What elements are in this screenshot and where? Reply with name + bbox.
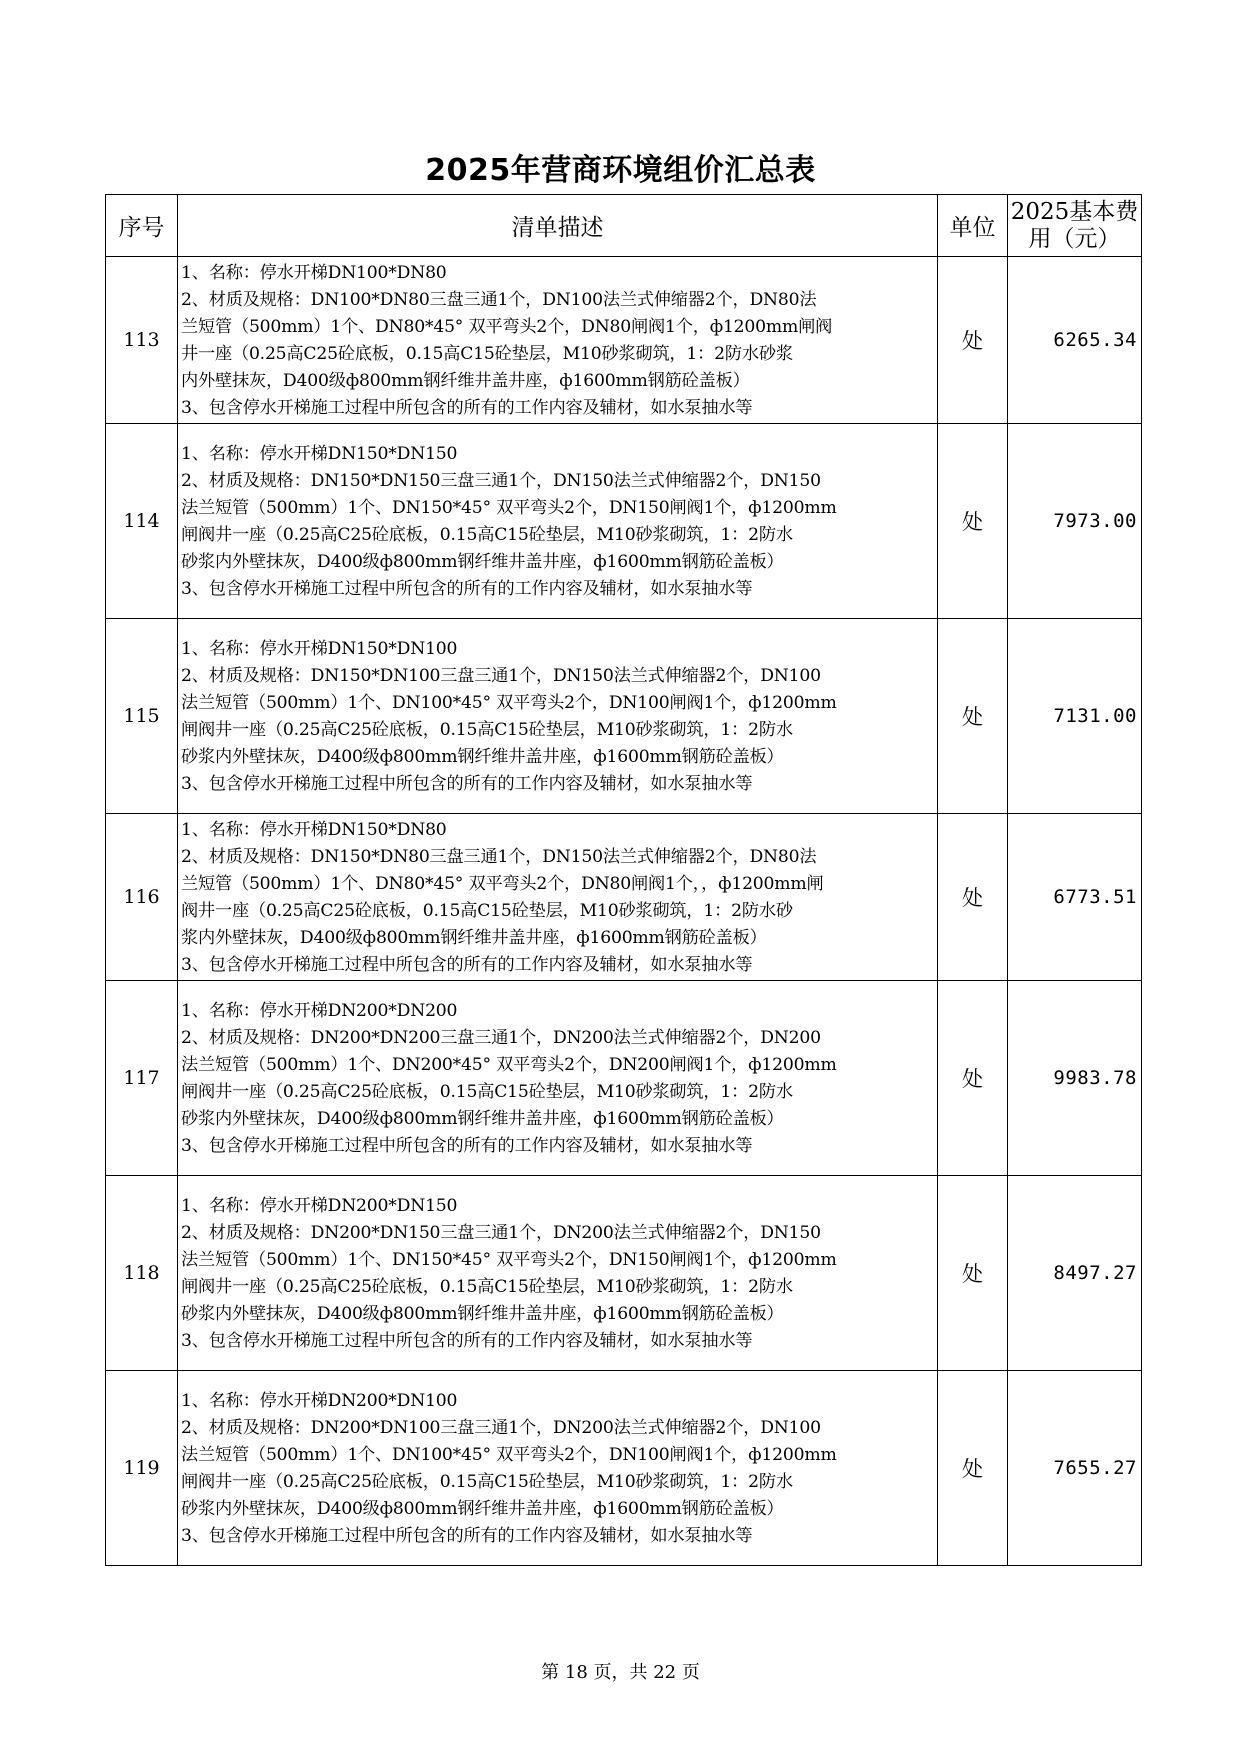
row-price: 9983.78 — [1008, 981, 1142, 1176]
row-seq: 113 — [106, 257, 178, 424]
description-line: 3、包含停水开梯施工过程中所包含的所有的工作内容及辅材，如水泵抽水等 — [181, 398, 753, 418]
description-line: 法兰短管（500mm）1个、DN150*45° 双平弯头2个，DN150闸阀1个，ф1200mm — [181, 498, 837, 518]
description-line: 1、名称：停水开梯DN200*DN150 — [181, 1196, 458, 1216]
table-row — [106, 1176, 1142, 1371]
row-unit: 处 — [938, 1176, 1008, 1371]
description-line: 法兰短管（500mm）1个、DN100*45° 双平弯头2个，DN100闸阀1个，ф1200mm — [181, 693, 837, 713]
row-seq: 114 — [106, 424, 178, 619]
row-unit: 处 — [938, 424, 1008, 619]
description-line: 3、包含停水开梯施工过程中所包含的所有的工作内容及辅材，如水泵抽水等 — [181, 579, 753, 599]
description-line: 阀井一座（0.25高C25砼底板，0.15高C15砼垫层，M10砂浆砌筑，1：2防水砂 — [181, 901, 793, 921]
description-line: 2、材质及规格：DN150*DN150三盘三通1个，DN150法兰式伸缩器2个，DN150 — [181, 471, 821, 491]
description-line: 3、包含停水开梯施工过程中所包含的所有的工作内容及辅材，如水泵抽水等 — [181, 1136, 753, 1156]
row-seq: 115 — [106, 619, 178, 814]
description-line: 1、名称：停水开梯DN100*DN80 — [181, 263, 447, 283]
description-line: 内外壁抹灰，D400级ф800mm钢纤维井盖井座，ф1600mm钢筋砼盖板） — [181, 371, 750, 391]
table-row — [106, 424, 1142, 619]
row-description — [178, 1176, 938, 1371]
row-price: 6773.51 — [1008, 814, 1142, 981]
table-row — [106, 1371, 1142, 1566]
price-summary-table — [105, 194, 1142, 1566]
description-line: 1、名称：停水开梯DN150*DN100 — [181, 639, 458, 659]
row-description — [178, 1371, 938, 1566]
description-line: 2、材质及规格：DN100*DN80三盘三通1个，DN100法兰式伸缩器2个，DN80法 — [181, 290, 817, 310]
description-line: 3、包含停水开梯施工过程中所包含的所有的工作内容及辅材，如水泵抽水等 — [181, 955, 753, 975]
description-line: 2、材质及规格：DN150*DN80三盘三通1个，DN150法兰式伸缩器2个，DN80法 — [181, 847, 817, 867]
row-price: 6265.34 — [1008, 257, 1142, 424]
table-row — [106, 257, 1142, 424]
description-line: 2、材质及规格：DN200*DN200三盘三通1个，DN200法兰式伸缩器2个，DN200 — [181, 1028, 821, 1048]
description-line: 闸阀井一座（0.25高C25砼底板，0.15高C15砼垫层，M10砂浆砌筑，1：2防水 — [181, 1277, 793, 1297]
row-price: 7655.27 — [1008, 1371, 1142, 1566]
description-line: 3、包含停水开梯施工过程中所包含的所有的工作内容及辅材，如水泵抽水等 — [181, 1526, 753, 1546]
header-price-line1: 2025基本费 — [1010, 198, 1139, 225]
header-unit: 单位 — [938, 195, 1008, 257]
header-price-line2: 用（元） — [1028, 225, 1121, 252]
description-line: 3、包含停水开梯施工过程中所包含的所有的工作内容及辅材，如水泵抽水等 — [181, 774, 753, 794]
page-title: 2025年营商环境组价汇总表 — [425, 153, 816, 188]
description-line: 闸阀井一座（0.25高C25砼底板，0.15高C15砼垫层，M10砂浆砌筑，1：2防水 — [181, 1472, 793, 1492]
row-unit: 处 — [938, 1371, 1008, 1566]
row-price: 7973.00 — [1008, 424, 1142, 619]
description-line: 砂浆内外壁抹灰，D400级ф800mm钢纤维井盖井座，ф1600mm钢筋砼盖板） — [181, 1499, 784, 1519]
description-line: 法兰短管（500mm）1个、DN150*45° 双平弯头2个，DN150闸阀1个，ф1200mm — [181, 1250, 837, 1270]
description-line: 1、名称：停水开梯DN150*DN150 — [181, 444, 458, 464]
row-description — [178, 257, 938, 424]
header-desc: 清单描述 — [178, 195, 938, 257]
description-line: 2、材质及规格：DN200*DN150三盘三通1个，DN200法兰式伸缩器2个，DN150 — [181, 1223, 821, 1243]
table-row — [106, 814, 1142, 981]
row-seq: 119 — [106, 1371, 178, 1566]
page-footer: 第 18 页，共 22 页 — [541, 1662, 700, 1683]
row-description — [178, 424, 938, 619]
description-line: 1、名称：停水开梯DN150*DN80 — [181, 820, 447, 840]
description-line: 砂浆内外壁抹灰，D400级ф800mm钢纤维井盖井座，ф1600mm钢筋砼盖板） — [181, 1109, 784, 1129]
row-seq: 118 — [106, 1176, 178, 1371]
description-line: 2、材质及规格：DN150*DN100三盘三通1个，DN150法兰式伸缩器2个，DN100 — [181, 666, 821, 686]
row-price: 7131.00 — [1008, 619, 1142, 814]
table-header-row — [106, 195, 1142, 257]
row-unit: 处 — [938, 814, 1008, 981]
description-line: 法兰短管（500mm）1个、DN200*45° 双平弯头2个，DN200闸阀1个，ф1200mm — [181, 1055, 837, 1075]
row-unit: 处 — [938, 981, 1008, 1176]
header-price — [1008, 195, 1142, 257]
description-line: 1、名称：停水开梯DN200*DN200 — [181, 1001, 458, 1021]
description-line: 兰短管（500mm）1个、DN80*45° 双平弯头2个，DN80闸阀1个，ф1200mm闸阀 — [181, 317, 833, 337]
row-unit: 处 — [938, 619, 1008, 814]
table-row — [106, 619, 1142, 814]
row-seq: 116 — [106, 814, 178, 981]
description-line: 2、材质及规格：DN200*DN100三盘三通1个，DN200法兰式伸缩器2个，DN100 — [181, 1418, 821, 1438]
row-description — [178, 619, 938, 814]
description-line: 砂浆内外壁抹灰，D400级ф800mm钢纤维井盖井座，ф1600mm钢筋砼盖板） — [181, 747, 784, 767]
header-seq: 序号 — [106, 195, 178, 257]
description-line: 法兰短管（500mm）1个、DN100*45° 双平弯头2个，DN100闸阀1个，ф1200mm — [181, 1445, 837, 1465]
description-line: 兰短管（500mm）1个、DN80*45° 双平弯头2个，DN80闸阀1个，，ф1200mm闸 — [181, 874, 824, 894]
description-line: 闸阀井一座（0.25高C25砼底板，0.15高C15砼垫层，M10砂浆砌筑，1：2防水 — [181, 720, 793, 740]
table-row — [106, 981, 1142, 1176]
row-seq: 117 — [106, 981, 178, 1176]
description-line: 3、包含停水开梯施工过程中所包含的所有的工作内容及辅材，如水泵抽水等 — [181, 1331, 753, 1351]
row-price: 8497.27 — [1008, 1176, 1142, 1371]
row-unit: 处 — [938, 257, 1008, 424]
description-line: 闸阀井一座（0.25高C25砼底板，0.15高C15砼垫层，M10砂浆砌筑，1：2防水 — [181, 1082, 793, 1102]
description-line: 井一座（0.25高C25砼底板，0.15高C15砼垫层，M10砂浆砌筑，1：2防水砂浆 — [181, 344, 793, 364]
description-line: 砂浆内外壁抹灰，D400级ф800mm钢纤维井盖井座，ф1600mm钢筋砼盖板） — [181, 552, 784, 572]
description-line: 砂浆内外壁抹灰，D400级ф800mm钢纤维井盖井座，ф1600mm钢筋砼盖板） — [181, 1304, 784, 1324]
description-line: 闸阀井一座（0.25高C25砼底板，0.15高C15砼垫层，M10砂浆砌筑，1：2防水 — [181, 525, 793, 545]
description-line: 浆内外壁抹灰，D400级ф800mm钢纤维井盖井座，ф1600mm钢筋砼盖板） — [181, 928, 767, 948]
row-description — [178, 814, 938, 981]
row-description — [178, 981, 938, 1176]
description-line: 1、名称：停水开梯DN200*DN100 — [181, 1391, 458, 1411]
